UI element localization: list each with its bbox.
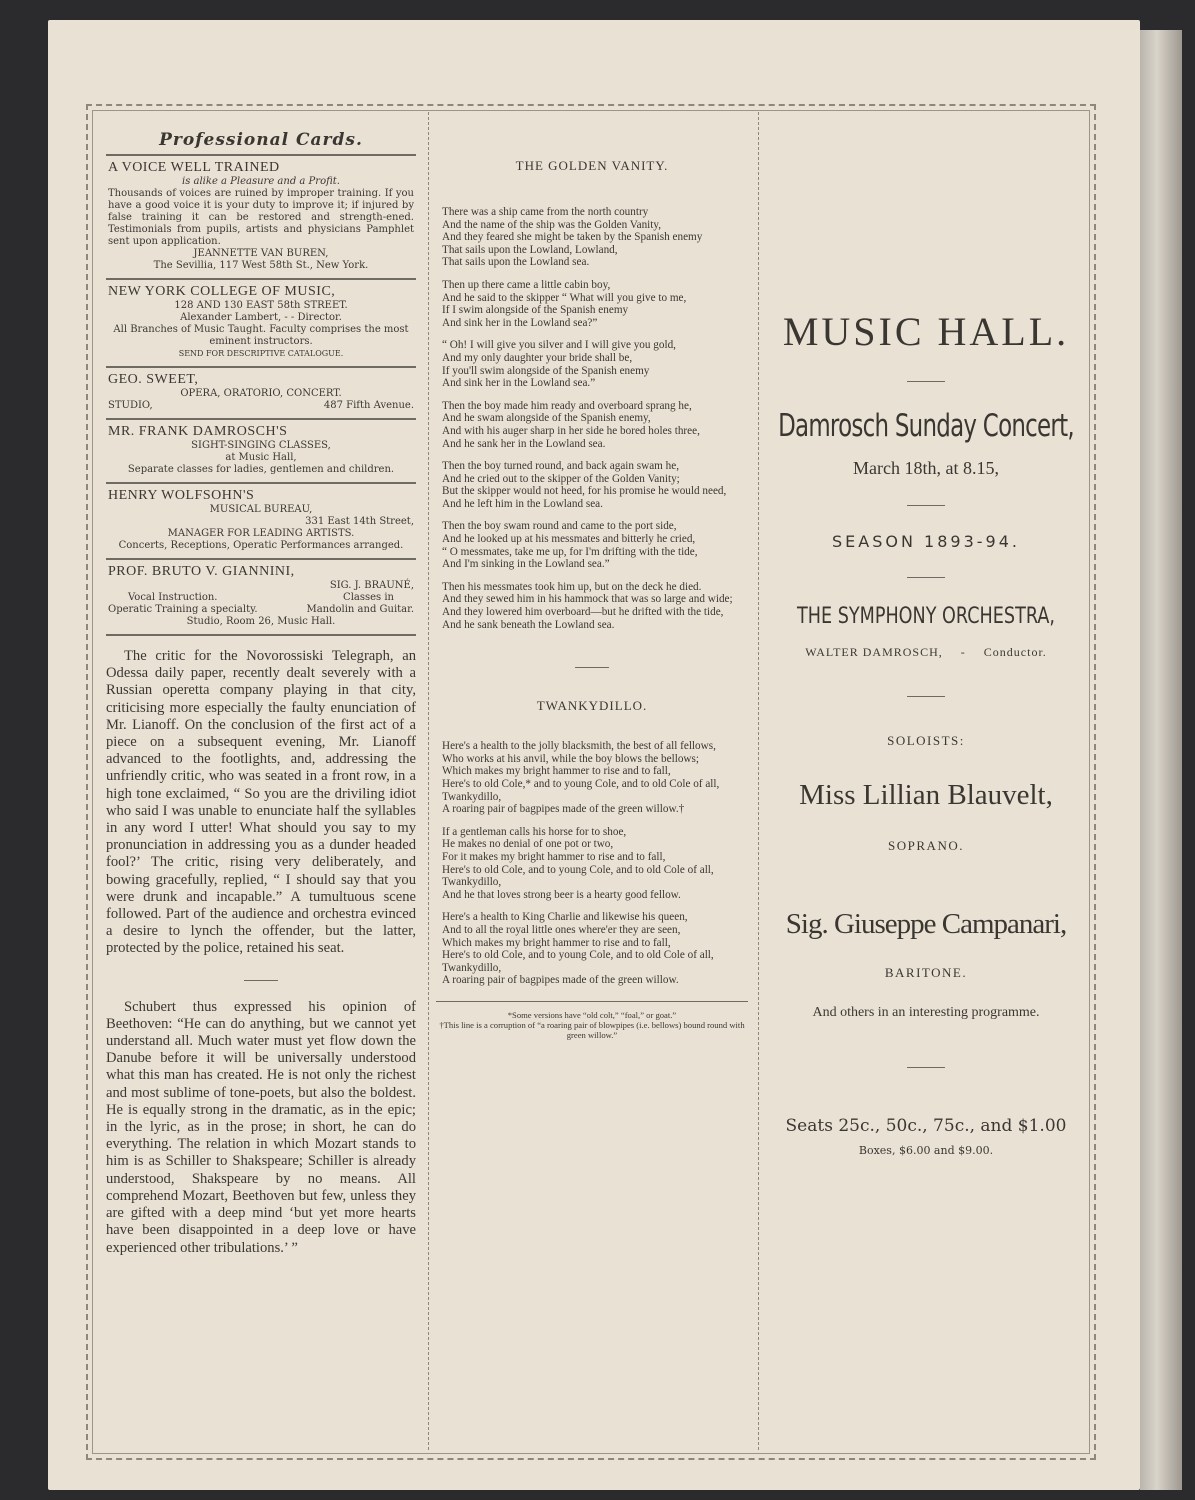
verse-line: He makes no denial of one pot or two, bbox=[442, 838, 614, 851]
box-prices: Boxes, $6.00 and $9.00. bbox=[858, 1144, 994, 1157]
verse bbox=[442, 826, 748, 902]
soloist-blauvelt: Miss Lillian Blauvelt, bbox=[799, 779, 1053, 811]
verse-line: Then his messmates took him up, but on the deck he died. bbox=[442, 580, 702, 593]
verse-line: And my only daughter your bride shall be, bbox=[442, 351, 633, 364]
verse-line: If a gentleman calls his horse for to shoe, bbox=[442, 825, 627, 838]
verse-line: And he looked up at his messmates and bitterly he cried, bbox=[442, 533, 696, 546]
verse-line: And he that loves strong beer is a hearty good fellow. bbox=[442, 888, 681, 901]
verse bbox=[442, 206, 748, 269]
others-note: And others in an interesting programme. bbox=[812, 1005, 1040, 1020]
verse-line: If you'll swim alongside of the Spanish enemy bbox=[442, 364, 650, 377]
golden-vanity-verses bbox=[436, 206, 748, 631]
event-date: March 18th, at 8.15, bbox=[853, 458, 999, 478]
left-column bbox=[106, 120, 416, 1257]
verse-line: Twankydillo, bbox=[442, 790, 502, 803]
verse-line: Twankydillo, bbox=[442, 876, 502, 889]
divider bbox=[907, 577, 945, 578]
verse-line: Then the boy made him ready and overboard sprang he, bbox=[442, 399, 692, 412]
divider bbox=[907, 381, 945, 382]
verse bbox=[442, 520, 748, 570]
twankydillo-verses bbox=[436, 740, 748, 987]
verse-line: And with his auger sharp in her side he bored holes three, bbox=[442, 424, 700, 437]
divider bbox=[907, 696, 945, 697]
verse bbox=[442, 400, 748, 450]
verse-line: And they feared she might be taken by the Spanish enemy bbox=[442, 231, 703, 244]
season: SEASON 1893-94. bbox=[832, 532, 1020, 551]
verse-line: If I swim alongside of the Spanish enemy bbox=[442, 304, 629, 317]
verse-line: And he cried out to the skipper of the Golden Vanity; bbox=[442, 472, 680, 485]
verse-line: And he swam alongside of the Spanish enemy, bbox=[442, 412, 651, 425]
verse-line: There was a ship came from the north country bbox=[442, 206, 649, 218]
verse-line: Then the boy turned round, and back again swam he, bbox=[442, 460, 680, 473]
verse-line: That sails upon the Lowland, Lowland, bbox=[442, 243, 618, 256]
verse-line: But the skipper would not heed, for his promise he would need, bbox=[442, 485, 727, 498]
middle-column bbox=[436, 120, 748, 1040]
divider bbox=[907, 505, 945, 506]
professional-cards-title: Professional Cards. bbox=[159, 130, 363, 150]
verse bbox=[442, 740, 748, 816]
twankydillo-title: TWANKYDILLO. bbox=[536, 698, 648, 714]
verse-line: And sink her in the Lowland sea?” bbox=[442, 316, 598, 329]
divider bbox=[575, 667, 609, 668]
soloist-blauvelt-voice: SOPRANO. bbox=[888, 838, 964, 853]
verse-line: Then up there came a little cabin boy, bbox=[442, 278, 611, 291]
article-schubert: Schubert thus expressed his opinion of Beethoven: “He can do anything, but we cannot yet understand all. Much water must yet flow down the Danube before it will be universally understood what this man has created. He is not only the richest and most sublime of tone-poets, but also the boldest. He is equally strong in the dramatic, as in the epic; in the lyric, as in the prose; in short, he can do everything. The relation in which Mozart stands to him is as Schiller to Shakspeare; Schiller is already understood, Shakspeare by no means. All comprehend Mozart, Beethoven but few, unless they are gifted with a deep mind ‘but yet more hearts have been disappointed in a deep love or have experienced other tribulations.’ ” bbox=[106, 998, 416, 1256]
conductor-line: WALTER DAMROSCH, - Conductor. bbox=[805, 645, 1047, 659]
divider bbox=[907, 1067, 945, 1068]
right-column bbox=[770, 110, 1082, 1157]
verse-line: A roaring pair of bagpipes made of the green willow. bbox=[442, 974, 679, 987]
verse bbox=[442, 279, 748, 329]
verse-line: Here's to old Cole, and to young Cole, and to old Cole of all, bbox=[442, 949, 714, 962]
article-novorossiski: The critic for the Novorossiski Telegraph, an Odessa daily paper, recently dealt severely with a Russian operetta company playing in that city, criticising more especially the faulty enunciation of Mr. Lianoff. On the conclusion of the first act of a piece on a subsequent evening, Mr. Lianoff advanced to the footlights, and, addressing the unfriendly critic, who was seated in a front row, in a high tone exclaimed, “ So you are the driviling idiot who said I was unable to enunciate half the syllables in any word I utter! What should you say to my pronunciation in addressing you as a dunder headed fool?’ The critic, rising very deliberately, and bowing gracefully, replied, “ I should say that you were drunk and incapable.” A tumultuous scene followed. Part of the audience and orchestra evinced a desire to lynch the offender, but the latter, protected by the police, retained his seat. bbox=[106, 648, 416, 957]
verse-line: Which makes my bright hammer to rise and to fall, bbox=[442, 936, 671, 949]
verse-line: Here's to old Cole,* and to young Cole, and to old Cole of all, bbox=[442, 778, 720, 790]
verse-line: That sails upon the Lowland sea. bbox=[442, 256, 590, 269]
verse-line: And he sank her in the Lowland sea. bbox=[442, 437, 606, 450]
verse-line: And they lowered him overboard—but he drifted with the tide, bbox=[442, 606, 724, 619]
soloist-campanari-voice: BARITONE. bbox=[884, 965, 968, 980]
verse-line: And sink her in the Lowland sea.” bbox=[442, 377, 596, 390]
column-divider bbox=[428, 112, 429, 1450]
card-voice: A VOICE WELL TRAINED is alike a Pleasure and a Profit. Thousands of voices are ruined by improper training. If you have a good voice it is your duty to improve it; if injured by false training it can be restored and strength-ened. Testimonials from pupils, artists and physicians Pamphlet sent upon application. JEANNETTE VAN BUREN, The Sevillia, 117 West 58th St., New York. bbox=[106, 154, 416, 278]
verse-line: Who works at his anvil, while the boy blows the bellows; bbox=[442, 752, 699, 765]
card-sweet: GEO. SWEET, OPERA, ORATORIO, CONCERT. STUDIO, 487 Fifth Avenue. bbox=[106, 366, 416, 418]
card-damrosch: MR. FRANK DAMROSCH'S SIGHT-SINGING CLASSES, at Music Hall, Separate classes for ladies, gentlemen and children. bbox=[106, 418, 416, 482]
verse bbox=[442, 460, 748, 510]
verse bbox=[442, 911, 748, 987]
card-wolfsohn: HENRY WOLFSOHN'S MUSICAL BUREAU, 331 East 14th Street, MANAGER FOR LEADING ARTISTS. Concerts, Receptions, Operatic Performances arranged. bbox=[106, 482, 416, 558]
verse-line: For it makes my bright hammer to rise and to fall, bbox=[442, 850, 666, 863]
verse-line: Twankydillo, bbox=[442, 961, 502, 974]
verse-line: Here's a health to King Charlie and likewise his queen, bbox=[442, 911, 688, 924]
page-edge bbox=[1140, 30, 1182, 1490]
verse-line: Then the boy swam round and came to the port side, bbox=[442, 520, 677, 533]
soloists-label: SOLOISTS: bbox=[887, 733, 965, 748]
orchestra: THE SYMPHONY ORCHESTRA, bbox=[797, 604, 1055, 629]
golden-vanity-title: THE GOLDEN VANITY. bbox=[515, 158, 669, 173]
verse-line: And I'm sinking in the Lowland sea.” bbox=[442, 558, 610, 571]
verse-line: Which makes my bright hammer to rise and to fall, bbox=[442, 765, 671, 778]
verse-line: Here's a health to the jolly blacksmith, the best of all fellows, bbox=[442, 740, 716, 753]
verse-line: And the name of the ship was the Golden Vanity, bbox=[442, 218, 662, 231]
venue-title: MUSIC HALL. bbox=[782, 309, 1070, 354]
verse-line: And to all the royal little ones where'er they are seen, bbox=[442, 923, 681, 936]
verse-line: Here's to old Cole, and to young Cole, and to old Cole of all, bbox=[442, 863, 714, 876]
divider bbox=[244, 980, 278, 981]
card-college: NEW YORK COLLEGE OF MUSIC, 128 AND 130 EAST 58th STREET. Alexander Lambert, - - Director. All Branches of Music Taught. Faculty comprises the most eminent instructors. SEND FOR DESCRIPTIVE CATALOGUE. bbox=[106, 278, 416, 366]
verse bbox=[442, 581, 748, 631]
verse-line: And they sewed him in his hammock that was so large and wide; bbox=[442, 593, 733, 606]
event-title: Damrosch Sunday Concert, bbox=[778, 408, 1074, 444]
verse-line: And he left him in the Lowland sea. bbox=[442, 497, 603, 510]
verse bbox=[442, 339, 748, 389]
soloist-campanari: Sig. Giuseppe Campanari, bbox=[785, 908, 1067, 940]
column-divider bbox=[758, 112, 759, 1450]
verse-line: And he sank beneath the Lowland sea. bbox=[442, 618, 615, 631]
seat-prices: Seats 25c., 50c., 75c., and $1.00 bbox=[785, 1116, 1067, 1136]
verse-line: “ Oh! I will give you silver and I will give you gold, bbox=[442, 339, 676, 352]
verse-line: “ O messmates, take me up, for I'm drifting with the tide, bbox=[442, 545, 698, 558]
card-giannini: PROF. BRUTO V. GIANNINI, SIG. J. BRAUNÉ, Vocal Instruction. Classes in Operatic Training a specialty. Mandolin and Guitar. Studio, Room 26, Music Hall. bbox=[106, 558, 416, 636]
footnotes: *Some versions have “old colt,” “foal,” or goat.” †This line is a corruption of “a roaring pair of blowpipes (i.e. bellows) bound round with green willow.” bbox=[436, 1001, 748, 1040]
verse-line: A roaring pair of bagpipes made of the green willow.† bbox=[442, 803, 685, 816]
verse-line: And he said to the skipper “ What will you give to me, bbox=[442, 291, 687, 304]
